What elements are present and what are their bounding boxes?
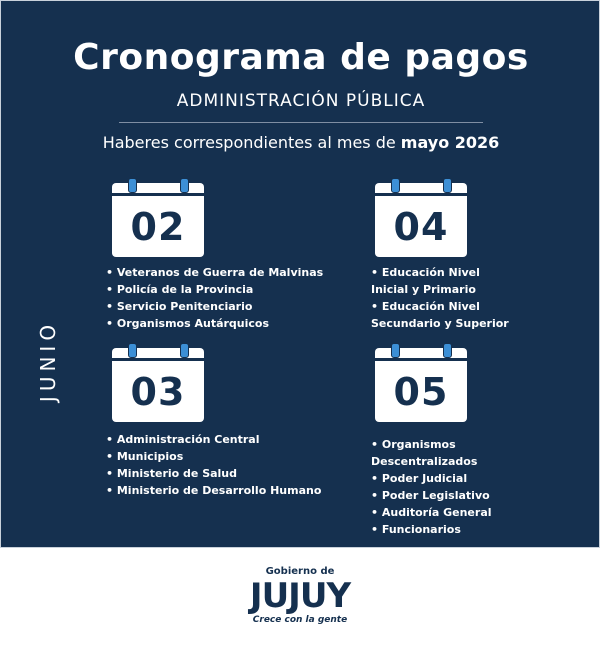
list-item: • Servicio Penitenciario [106,300,253,313]
list-item: • Organismos [371,438,456,451]
logo-gobierno-text: Gobierno de [265,566,335,577]
divider [119,122,483,123]
list-item: • Municipios [106,450,184,463]
list-item: • Veteranos de Guerra de Malvinas [106,266,324,279]
page-title: Cronograma de pagos [73,37,529,78]
calendar-icon-02 [112,183,204,257]
haberes-month: mayo 2026 [400,133,500,152]
list-item: • Organismos Autárquicos [106,317,270,330]
list-item: • Educación Nivel [371,300,480,313]
list-item: • Poder Legislativo [371,489,490,502]
list-item: • Administración Central [106,433,260,446]
list-item: Secundario y Superior [371,317,509,330]
list-item: • Ministerio de Desarrollo Humano [106,484,322,497]
list-item: • Poder Judicial [371,472,468,485]
logo-slogan: Crece con la gente [252,615,348,625]
list-item: • Auditoría General [371,506,492,519]
haberes-line [1,133,600,152]
calendar-icon-04 [375,183,467,257]
list-item: • Educación Nivel [371,266,480,279]
payment-day: 04 [393,204,449,249]
list-item: • Policía de la Provincia [106,283,254,296]
calendar-icon-05 [375,348,467,422]
payment-list-05 [371,436,492,538]
jujuy-government-logo [234,566,366,632]
list-item: Inicial y Primario [371,283,476,296]
calendar-icon-03 [112,348,204,422]
payment-day: 03 [130,369,186,414]
list-item: • Funcionarios [371,523,461,536]
payment-list-02 [106,264,323,332]
payment-list-03 [106,431,321,499]
list-item: • Ministerio de Salud [106,467,238,480]
logo-wordmark: JUJUY [249,576,351,616]
page-subtitle: ADMINISTRACIÓN PÚBLICA [176,91,426,111]
list-item: Descentralizados [371,455,478,468]
payment-list-04 [371,264,509,332]
payment-day: 05 [393,369,449,414]
haberes-prefix: Haberes correspondientes al mes de [102,133,401,152]
payment-day: 02 [130,204,186,249]
month-label: JUNIO [36,319,60,403]
